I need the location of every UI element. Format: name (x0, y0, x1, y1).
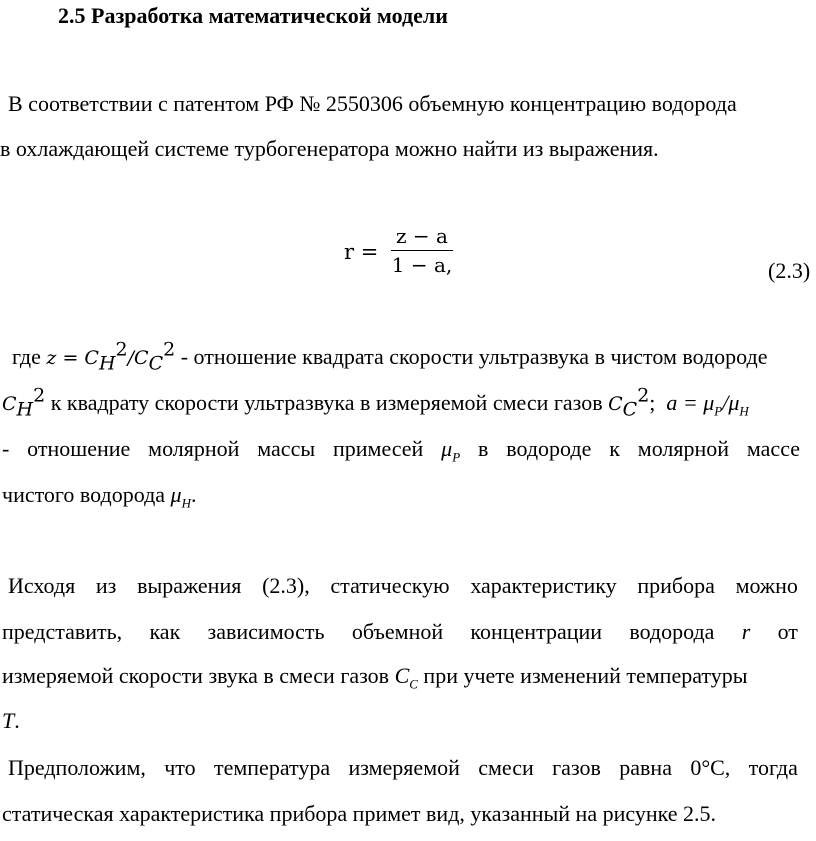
paragraph-4-line-1 (8, 755, 798, 781)
word: равна (619, 755, 672, 780)
word: смеси (478, 755, 534, 780)
word: как (149, 619, 181, 644)
word: измеряемой (348, 755, 460, 780)
paragraph-2-line-2: $C_H^2$ к квадрату скорости ультразвука в измеряемой смеси газов $C_C^2$; $a = \mu_P/\mu_H$ (2, 384, 749, 421)
section-heading: 2.5 Разработка математической модели (58, 3, 448, 28)
word: $\mu_P$ (441, 436, 461, 465)
word: представить, (2, 619, 123, 644)
word: к (609, 436, 620, 461)
word: от (777, 619, 798, 644)
word: - (2, 436, 10, 461)
word: объемной (351, 619, 444, 644)
paragraph-3-line-2 (2, 619, 798, 645)
word: отношение (27, 436, 131, 461)
word: газов (552, 755, 601, 780)
word: что (164, 755, 196, 780)
word: массе (746, 436, 800, 461)
word: тогда (748, 755, 798, 780)
equation-number: (2.3) (768, 258, 811, 283)
paragraph-2-line-3 (2, 436, 800, 465)
word: выражения (137, 573, 242, 598)
word: водорода (629, 619, 715, 644)
paragraph-1-line-2: в охлаждающей системе турбогенератора можно найти из выражения. (0, 136, 659, 161)
word: характеристику (470, 573, 617, 598)
paragraph-2-line-4: чистого водорода $\mu_H$. (2, 482, 197, 511)
paragraph-3-line-3: измеряемой скорости звука в смеси газов $C_C$ при учете изменений температуры (2, 663, 748, 692)
formula-denominator: 1 − a, (391, 253, 453, 277)
word: прибора (637, 573, 715, 598)
formula-lhs: r = (344, 240, 379, 264)
word: молярной (148, 436, 240, 461)
word: молярной (637, 436, 730, 461)
formula-fraction (390, 222, 454, 279)
word: водороде (506, 436, 592, 461)
word: Предположим, (8, 755, 146, 780)
paragraph-2-line-1: где $z = C_H^2/C_C^2$ - отношение квадрата скорости ультразвука в чистом водороде (12, 338, 768, 375)
word: массы (257, 436, 316, 461)
word: (2.3), (262, 573, 310, 598)
word: концентрации (470, 619, 603, 644)
word: Исходя (8, 573, 76, 598)
paragraph-3-line-4: T. (2, 708, 20, 733)
formula-numerator: z − a (396, 224, 448, 248)
word: 0°С, (690, 755, 731, 780)
paragraph-1-line-1: В соответствии с патентом РФ № 2550306 объемную концентрацию водорода (8, 91, 737, 116)
word: можно (735, 573, 798, 598)
word: температура (213, 755, 331, 780)
word: статическую (330, 573, 450, 598)
word: примесей (332, 436, 424, 461)
word: r (741, 619, 751, 644)
paragraph-3-line-1 (8, 573, 798, 599)
word: зависимость (207, 619, 325, 644)
paragraph-4-line-2: статическая характеристика прибора примет вид, указанный на рисунке 2.5. (2, 801, 717, 826)
word: из (95, 573, 117, 598)
word: в (478, 436, 489, 461)
